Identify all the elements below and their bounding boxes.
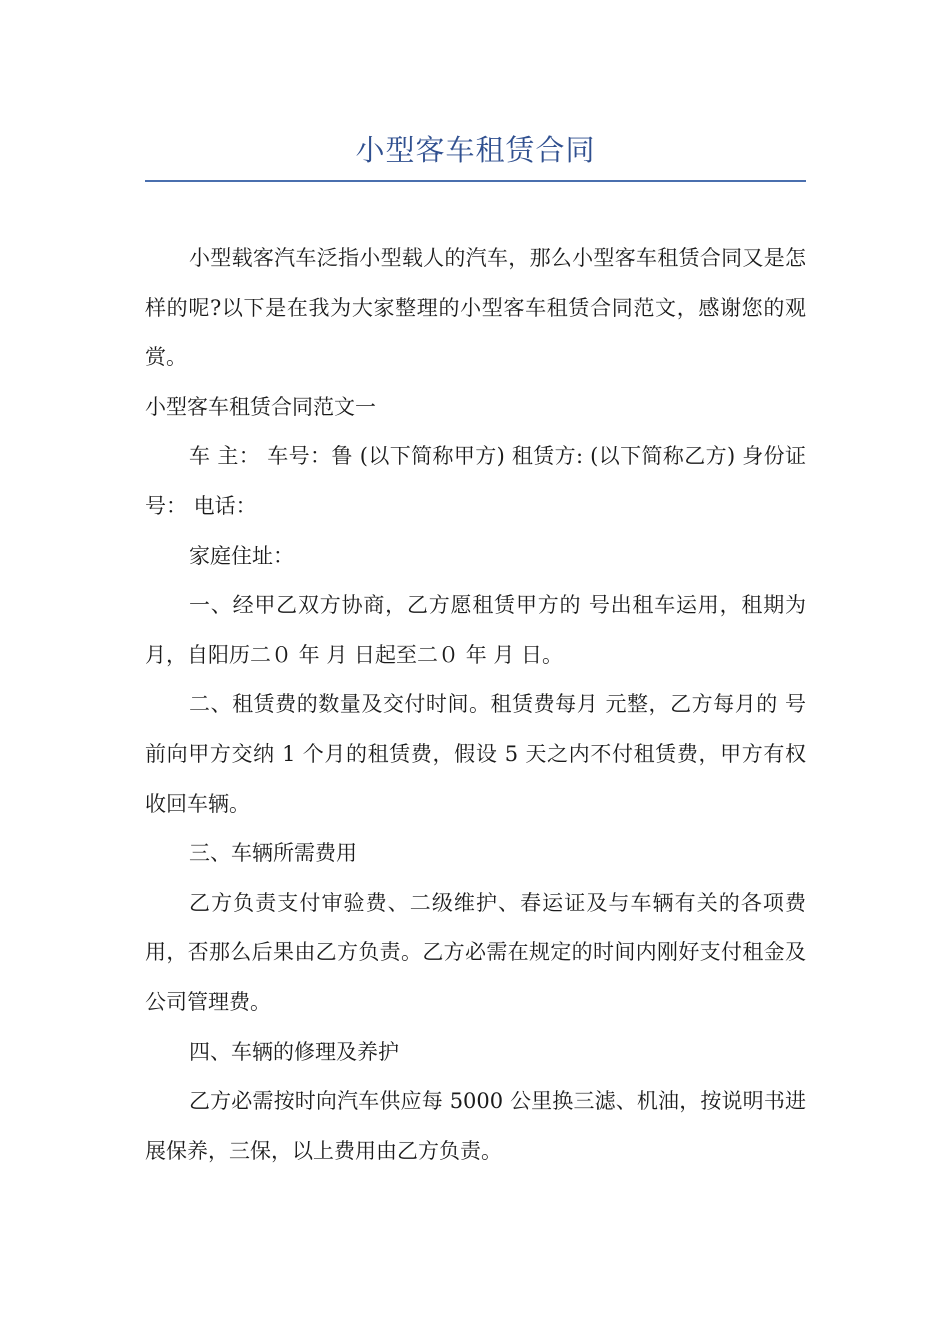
title-underline bbox=[145, 180, 806, 182]
intro-paragraph: 小型载客汽车泛指小型载人的汽车，那么小型客车租赁合同又是怎样的呢?以下是在我为大家整理的小型客车租赁合同范文，感谢您的观赏。 bbox=[145, 246, 806, 370]
clause-4-heading: 四、车辆的修理及养护 bbox=[189, 1039, 399, 1064]
parties-paragraph: 车 主： 车号：鲁 (以下简称甲方) 租赁方: (以下简称乙方) 身份证号： 电话： bbox=[145, 444, 806, 518]
document-title: 小型客车租赁合同 bbox=[355, 133, 596, 167]
document-body bbox=[145, 234, 806, 1176]
clause-3-body: 乙方负责支付审验费、二级维护、春运证及与车辆有关的各项费用，否那么后果由乙方负责。乙方必需在规定的时间内刚好支付租金及公司管理费。 bbox=[145, 890, 806, 1014]
clause-2: 二、租赁费的数量及交付时间。租赁费每月 元整，乙方每月的 号前向甲方交纳 1 个月的租赁费，假设 5 天之内不付租赁费，甲方有权收回车辆。 bbox=[145, 692, 806, 816]
section-heading: 小型客车租赁合同范文一 bbox=[145, 394, 376, 419]
clause-3-heading: 三、车辆所需费用 bbox=[189, 841, 357, 866]
address-paragraph: 家庭住址： bbox=[189, 543, 294, 568]
clause-4-body: 乙方必需按时向汽车供应每 5000 公里换三滤、机油，按说明书进展保养，三保，以上费用由乙方负责。 bbox=[145, 1089, 806, 1163]
clause-1: 一、经甲乙双方协商，乙方愿租赁甲方的 号出租车运用，租期为 月，自阳历二０ 年 月 日起至二０ 年 月 日。 bbox=[145, 593, 806, 667]
